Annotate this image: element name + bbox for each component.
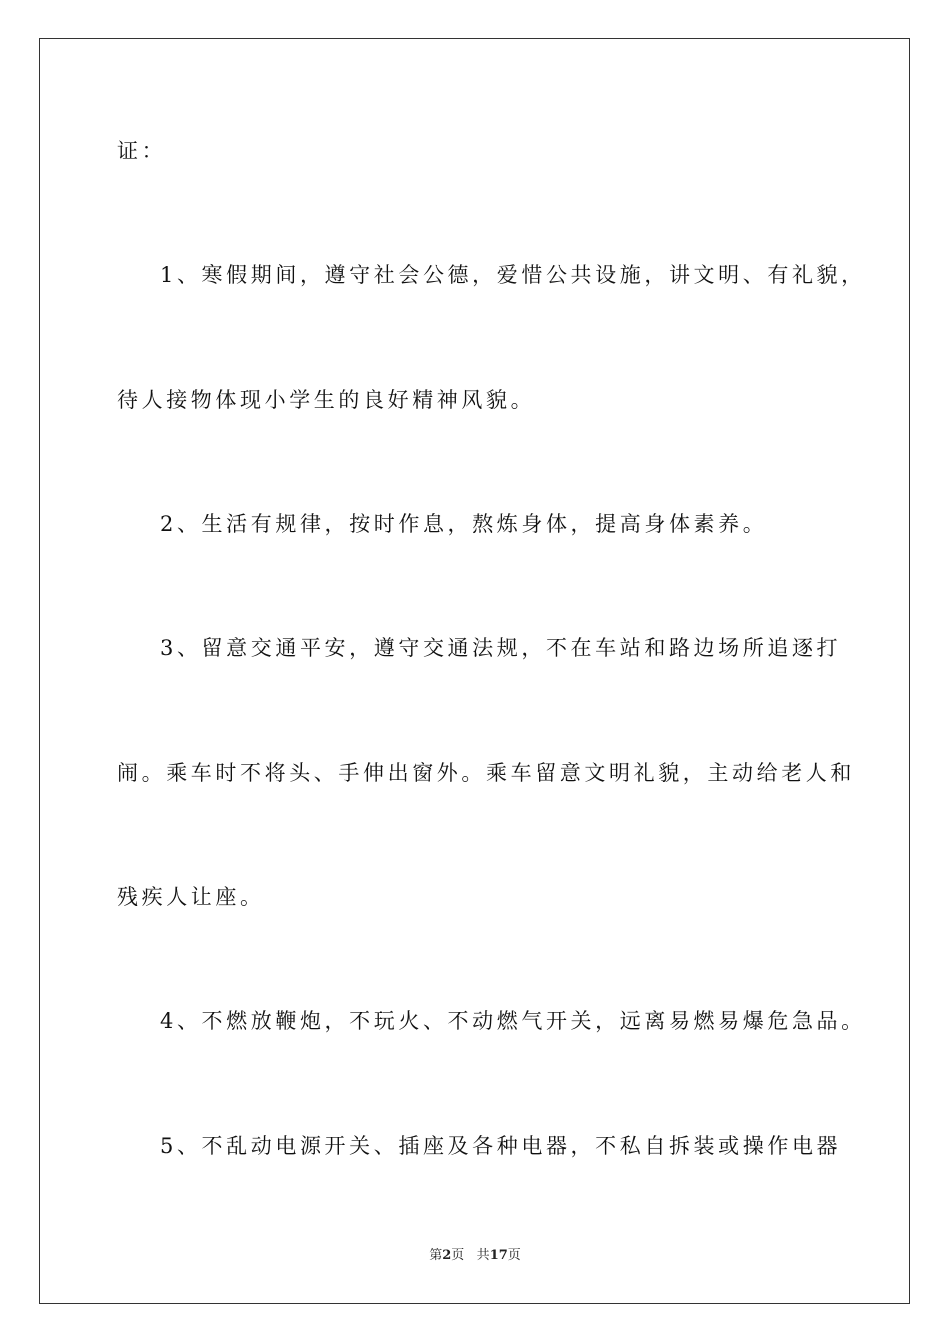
footer-page-prefix: 第 (429, 1248, 443, 1263)
footer-current-page: 2 (442, 1248, 452, 1263)
footer-total-suffix: 页 (507, 1248, 521, 1263)
footer-total-prefix: 共 (476, 1248, 490, 1263)
footer-page-suffix: 页 (451, 1248, 465, 1263)
footer-total-pages: 17 (489, 1248, 508, 1263)
text-line-8: 4、不燃放鞭炮，不玩火、不动燃气开关，远离易燃易爆危急品。 (160, 1009, 866, 1033)
text-line-2: 1、寒假期间，遵守社会公德，爱惜公共设施，讲文明、有礼貌， (160, 263, 866, 287)
text-line-9: 5、不乱动电源开关、插座及各种电器，不私自拆装或操作电器 (160, 1134, 842, 1158)
text-line-6: 闹。乘车时不将头、手伸出窗外。乘车留意文明礼貌，主动给老人和 (117, 761, 855, 785)
text-line-3: 待人接物体现小学生的良好精神风貌。 (117, 388, 536, 412)
page-footer (0, 1248, 950, 1264)
page-border (39, 38, 910, 1304)
text-line-1: 证： (117, 139, 167, 163)
text-line-5: 3、留意交通平安，遵守交通法规，不在车站和路边场所追逐打 (160, 636, 842, 660)
text-line-4: 2、生活有规律，按时作息，熬炼身体，提高身体素养。 (160, 512, 768, 536)
text-line-7: 残疾人让座。 (117, 885, 265, 909)
